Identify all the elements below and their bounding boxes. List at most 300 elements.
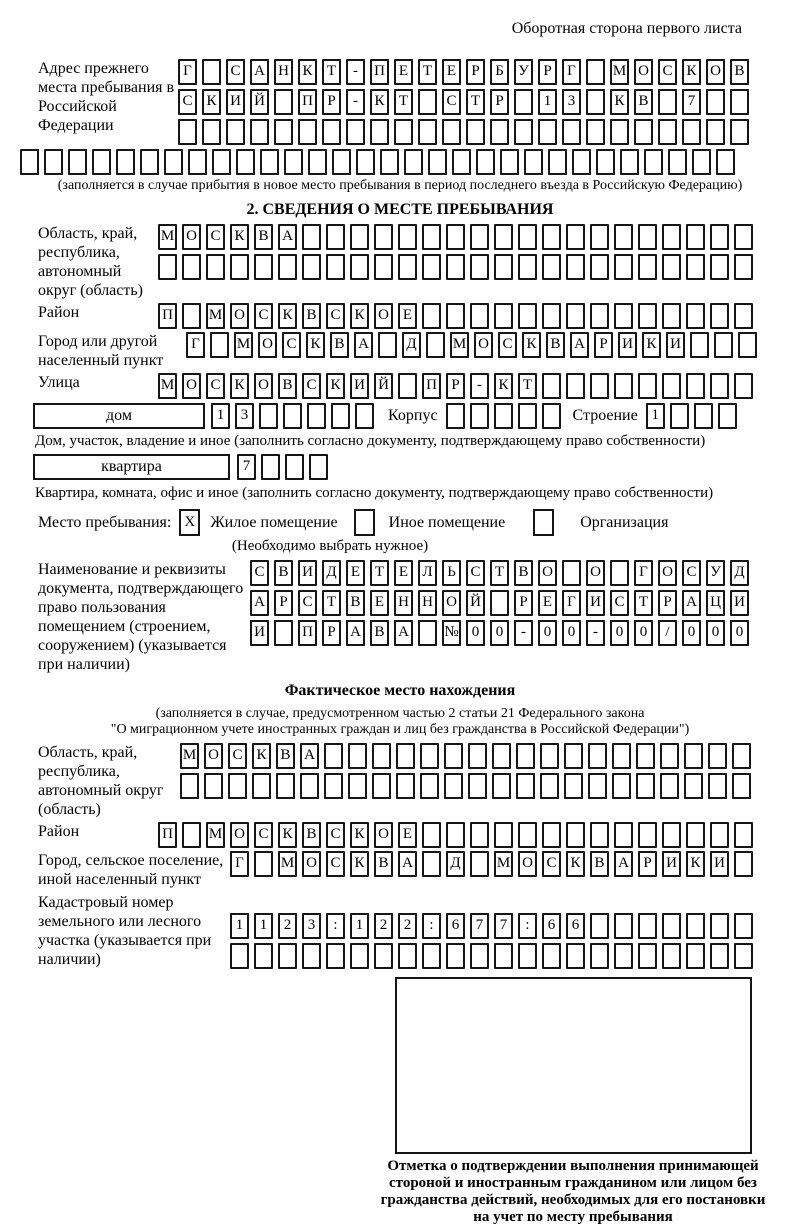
- s2-stay-label: Место пребывания:: [38, 514, 172, 531]
- char-cell: [468, 743, 487, 769]
- char-cell: [586, 119, 605, 145]
- char-cell: №: [442, 620, 461, 646]
- char-cell: 1: [230, 913, 249, 939]
- char-cell: [468, 773, 487, 799]
- char-cell: [620, 149, 639, 175]
- char-cell: С: [206, 373, 225, 399]
- char-cell: М: [158, 224, 177, 250]
- al-region-label: Область, край, республика, автономный округ (область): [38, 744, 164, 818]
- actual-location-note-2: "О миграционном учете иностранных граждан и лиц без гражданства в Российской Федерации"): [110, 722, 690, 737]
- char-cell: [610, 560, 629, 586]
- char-cell: [710, 254, 729, 280]
- char-cell: К: [350, 303, 369, 329]
- char-cell: С: [326, 822, 345, 848]
- char-cell: [572, 149, 591, 175]
- char-cell: У: [706, 560, 725, 586]
- char-cell: [548, 149, 567, 175]
- s2-document-row-3: [250, 620, 749, 646]
- char-cell: Р: [322, 89, 341, 115]
- char-cell: 1: [646, 403, 665, 429]
- char-cell: -: [470, 373, 489, 399]
- char-cell: М: [494, 851, 513, 877]
- char-cell: [540, 773, 559, 799]
- stay-option-organization-checkbox: [533, 509, 554, 536]
- char-cell: [444, 743, 463, 769]
- char-cell: [638, 913, 657, 939]
- char-cell: [692, 149, 711, 175]
- char-cell: 0: [682, 620, 701, 646]
- char-cell: У: [514, 59, 533, 85]
- char-cell: [566, 822, 585, 848]
- char-cell: В: [370, 620, 389, 646]
- char-cell: Т: [634, 590, 653, 616]
- char-cell: [706, 89, 725, 115]
- char-cell: [708, 773, 727, 799]
- char-cell: [586, 59, 605, 85]
- char-cell: [370, 119, 389, 145]
- char-cell: А: [394, 620, 413, 646]
- char-cell: О: [258, 332, 277, 358]
- char-cell: С: [250, 560, 269, 586]
- char-cell: [590, 943, 609, 969]
- char-cell: О: [254, 373, 273, 399]
- char-cell: [590, 822, 609, 848]
- char-cell: [662, 822, 681, 848]
- char-cell: [710, 943, 729, 969]
- char-cell: Н: [418, 590, 437, 616]
- char-cell: [476, 149, 495, 175]
- char-cell: [734, 822, 753, 848]
- char-cell: К: [298, 59, 317, 85]
- char-cell: [202, 119, 221, 145]
- char-cell: [470, 851, 489, 877]
- char-cell: О: [706, 59, 725, 85]
- char-cell: 3: [302, 913, 321, 939]
- char-cell: К: [370, 89, 389, 115]
- char-cell: [662, 224, 681, 250]
- char-cell: [92, 149, 111, 175]
- char-cell: 2: [278, 913, 297, 939]
- char-cell: [734, 303, 753, 329]
- char-cell: [492, 743, 511, 769]
- char-cell: М: [206, 303, 225, 329]
- char-cell: Т: [490, 560, 509, 586]
- char-cell: [422, 822, 441, 848]
- char-cell: [670, 403, 689, 429]
- char-cell: Е: [370, 590, 389, 616]
- char-cell: [588, 743, 607, 769]
- char-cell: [518, 254, 537, 280]
- char-cell: Р: [538, 59, 557, 85]
- char-cell: [514, 89, 533, 115]
- char-cell: [374, 943, 393, 969]
- stay-option-residential-checkbox: X: [179, 509, 200, 536]
- char-cell: [188, 149, 207, 175]
- char-cell: [662, 373, 681, 399]
- char-cell: И: [298, 560, 317, 586]
- char-cell: [252, 773, 271, 799]
- char-cell: Н: [274, 59, 293, 85]
- char-cell: О: [204, 743, 223, 769]
- char-cell: Л: [418, 560, 437, 586]
- char-cell: В: [276, 743, 295, 769]
- char-cell: Д: [322, 560, 341, 586]
- char-cell: [738, 332, 757, 358]
- char-cell: [610, 119, 629, 145]
- char-cell: [716, 149, 735, 175]
- char-cell: [732, 743, 751, 769]
- char-cell: В: [590, 851, 609, 877]
- char-cell: [398, 254, 417, 280]
- char-cell: [710, 913, 729, 939]
- char-cell: С: [178, 89, 197, 115]
- char-cell: О: [586, 560, 605, 586]
- s2-stroenie-label: Строение: [572, 407, 638, 424]
- char-cell: Р: [490, 89, 509, 115]
- char-cell: К: [522, 332, 541, 358]
- char-cell: [542, 303, 561, 329]
- char-cell: К: [278, 303, 297, 329]
- char-cell: [140, 149, 159, 175]
- char-cell: [348, 743, 367, 769]
- char-cell: 1: [254, 913, 273, 939]
- char-cell: И: [586, 590, 605, 616]
- char-cell: В: [346, 590, 365, 616]
- char-cell: [470, 224, 489, 250]
- char-cell: [636, 743, 655, 769]
- char-cell: [662, 943, 681, 969]
- char-cell: [660, 743, 679, 769]
- char-cell: С: [442, 89, 461, 115]
- al-cadastre-block: [38, 893, 770, 969]
- char-cell: [422, 943, 441, 969]
- char-cell: О: [302, 851, 321, 877]
- s2-city-block: [38, 332, 770, 370]
- char-cell: [374, 254, 393, 280]
- char-cell: 1: [350, 913, 369, 939]
- char-cell: [658, 119, 677, 145]
- char-cell: Т: [370, 560, 389, 586]
- char-cell: [350, 224, 369, 250]
- char-cell: [514, 119, 533, 145]
- char-cell: /: [658, 620, 677, 646]
- char-cell: П: [298, 620, 317, 646]
- s2-street-row: [158, 373, 753, 399]
- char-cell: [418, 119, 437, 145]
- char-cell: [686, 373, 705, 399]
- char-cell: [518, 943, 537, 969]
- char-cell: [442, 119, 461, 145]
- char-cell: [164, 149, 183, 175]
- char-cell: [274, 119, 293, 145]
- char-cell: [590, 254, 609, 280]
- char-cell: [228, 773, 247, 799]
- char-cell: [372, 743, 391, 769]
- char-cell: [706, 119, 725, 145]
- char-cell: Е: [398, 303, 417, 329]
- char-cell: [254, 254, 273, 280]
- char-cell: [466, 119, 485, 145]
- char-cell: [590, 913, 609, 939]
- char-cell: [324, 743, 343, 769]
- char-cell: [210, 332, 229, 358]
- char-cell: [710, 303, 729, 329]
- char-cell: [732, 773, 751, 799]
- char-cell: [420, 773, 439, 799]
- char-cell: [261, 454, 280, 480]
- char-cell: К: [202, 89, 221, 115]
- s2-district-row: [158, 303, 753, 329]
- char-cell: Р: [466, 59, 485, 85]
- char-cell: [422, 851, 441, 877]
- char-cell: 0: [538, 620, 557, 646]
- char-cell: Р: [274, 590, 293, 616]
- char-cell: Ц: [706, 590, 725, 616]
- al-district-row: [158, 822, 753, 848]
- al-cadastre-row-2: [230, 943, 753, 969]
- char-cell: [516, 743, 535, 769]
- s2-region-row-1: [158, 224, 753, 250]
- char-cell: К: [278, 822, 297, 848]
- char-cell: [230, 943, 249, 969]
- s2-region-label: Область, край, республика, автономный округ (область): [38, 225, 143, 299]
- char-cell: Т: [418, 59, 437, 85]
- char-cell: Р: [658, 590, 677, 616]
- char-cell: [682, 119, 701, 145]
- char-cell: [322, 119, 341, 145]
- char-cell: [524, 149, 543, 175]
- char-cell: С: [610, 590, 629, 616]
- char-cell: [494, 254, 513, 280]
- char-cell: Г: [634, 560, 653, 586]
- char-cell: И: [226, 89, 245, 115]
- char-cell: М: [450, 332, 469, 358]
- char-cell: [614, 303, 633, 329]
- char-cell: [658, 89, 677, 115]
- char-cell: 2: [398, 913, 417, 939]
- char-cell: О: [374, 303, 393, 329]
- char-cell: [44, 149, 63, 175]
- char-cell: О: [474, 332, 493, 358]
- char-cell: Д: [402, 332, 421, 358]
- char-cell: 0: [610, 620, 629, 646]
- char-cell: А: [682, 590, 701, 616]
- char-cell: Т: [322, 590, 341, 616]
- char-cell: С: [282, 332, 301, 358]
- char-cell: Е: [442, 59, 461, 85]
- s2-korpus-label: Корпус: [388, 407, 438, 424]
- char-cell: [302, 254, 321, 280]
- confirmation-stamp-box: [395, 977, 752, 1154]
- char-cell: С: [682, 560, 701, 586]
- char-cell: А: [346, 620, 365, 646]
- char-cell: М: [278, 851, 297, 877]
- char-cell: [538, 119, 557, 145]
- al-region-block: [38, 743, 770, 819]
- char-cell: 0: [466, 620, 485, 646]
- char-cell: [708, 743, 727, 769]
- char-cell: [372, 773, 391, 799]
- char-cell: [614, 943, 633, 969]
- char-cell: [259, 403, 278, 429]
- char-cell: :: [518, 913, 537, 939]
- char-cell: А: [278, 224, 297, 250]
- char-cell: К: [306, 332, 325, 358]
- char-cell: [422, 254, 441, 280]
- char-cell: П: [422, 373, 441, 399]
- char-cell: [418, 620, 437, 646]
- char-cell: [180, 773, 199, 799]
- char-cell: [68, 149, 87, 175]
- stay-option-other-label: Иное помещение: [388, 514, 506, 531]
- char-cell: [348, 773, 367, 799]
- char-cell: [446, 224, 465, 250]
- char-cell: [182, 254, 201, 280]
- char-cell: [350, 254, 369, 280]
- s2-korpus-row: [446, 403, 561, 429]
- char-cell: [542, 943, 561, 969]
- s2-region-rows: [158, 224, 753, 280]
- char-cell: [422, 303, 441, 329]
- char-cell: И: [730, 590, 749, 616]
- char-cell: [662, 303, 681, 329]
- char-cell: [662, 254, 681, 280]
- char-cell: [686, 913, 705, 939]
- char-cell: [638, 254, 657, 280]
- char-cell: Т: [518, 373, 537, 399]
- char-cell: [326, 224, 345, 250]
- char-cell: В: [330, 332, 349, 358]
- char-cell: И: [250, 620, 269, 646]
- prev-address-row-2: [178, 89, 749, 115]
- char-cell: [230, 254, 249, 280]
- char-cell: [331, 403, 350, 429]
- char-cell: Г: [562, 590, 581, 616]
- char-cell: Т: [466, 89, 485, 115]
- char-cell: [182, 822, 201, 848]
- prev-address-rows: [178, 59, 749, 145]
- char-cell: Е: [394, 59, 413, 85]
- s2-apartment-box-label: квартира: [33, 454, 230, 480]
- char-cell: [636, 773, 655, 799]
- char-cell: [428, 149, 447, 175]
- char-cell: [686, 254, 705, 280]
- char-cell: -: [346, 89, 365, 115]
- char-cell: [254, 851, 273, 877]
- char-cell: [494, 943, 513, 969]
- al-region-row-1: [180, 743, 751, 769]
- char-cell: [285, 454, 304, 480]
- char-cell: [686, 943, 705, 969]
- char-cell: -: [346, 59, 365, 85]
- prev-address-block: [38, 59, 770, 145]
- char-cell: А: [614, 851, 633, 877]
- char-cell: [660, 773, 679, 799]
- s2-house-box-label: дом: [33, 403, 205, 429]
- char-cell: [418, 89, 437, 115]
- char-cell: В: [546, 332, 565, 358]
- char-cell: [494, 224, 513, 250]
- char-cell: П: [158, 303, 177, 329]
- char-cell: К: [610, 89, 629, 115]
- char-cell: [302, 224, 321, 250]
- char-cell: [686, 224, 705, 250]
- char-cell: [178, 119, 197, 145]
- char-cell: П: [298, 89, 317, 115]
- char-cell: [204, 773, 223, 799]
- char-cell: Г: [562, 59, 581, 85]
- char-cell: [542, 224, 561, 250]
- char-cell: М: [610, 59, 629, 85]
- char-cell: 1: [538, 89, 557, 115]
- char-cell: 0: [490, 620, 509, 646]
- char-cell: С: [228, 743, 247, 769]
- char-cell: [564, 773, 583, 799]
- char-cell: [470, 254, 489, 280]
- char-cell: [398, 224, 417, 250]
- char-cell: [542, 254, 561, 280]
- char-cell: Е: [346, 560, 365, 586]
- prev-address-note: (заполняется в случае прибытия в новое место пребывания в период последнего въезда в Российскую Федерацию): [57, 178, 743, 193]
- char-cell: Б: [490, 59, 509, 85]
- char-cell: В: [514, 560, 533, 586]
- char-cell: Н: [394, 590, 413, 616]
- char-cell: [662, 913, 681, 939]
- char-cell: [332, 149, 351, 175]
- char-cell: [638, 943, 657, 969]
- char-cell: П: [158, 822, 177, 848]
- char-cell: Е: [538, 590, 557, 616]
- char-cell: [284, 149, 303, 175]
- char-cell: [326, 943, 345, 969]
- char-cell: Д: [730, 560, 749, 586]
- char-cell: [588, 773, 607, 799]
- char-cell: [634, 119, 653, 145]
- actual-location-title: Фактическое место нахождения: [284, 682, 516, 699]
- char-cell: К: [642, 332, 661, 358]
- char-cell: [396, 743, 415, 769]
- char-cell: [518, 403, 537, 429]
- char-cell: [20, 149, 39, 175]
- char-cell: А: [250, 590, 269, 616]
- char-cell: [614, 373, 633, 399]
- char-cell: Е: [394, 560, 413, 586]
- char-cell: [734, 254, 753, 280]
- char-cell: [298, 119, 317, 145]
- char-cell: 7: [682, 89, 701, 115]
- char-cell: [540, 743, 559, 769]
- al-cadastre-row-1: [230, 913, 753, 939]
- char-cell: [542, 822, 561, 848]
- char-cell: [586, 89, 605, 115]
- char-cell: К: [686, 851, 705, 877]
- char-cell: [684, 773, 703, 799]
- char-cell: [396, 773, 415, 799]
- char-cell: [542, 373, 561, 399]
- char-cell: М: [234, 332, 253, 358]
- char-cell: Г: [178, 59, 197, 85]
- char-cell: [734, 943, 753, 969]
- char-cell: [734, 851, 753, 877]
- char-cell: [300, 773, 319, 799]
- s2-region-block: [38, 224, 770, 300]
- char-cell: [260, 149, 279, 175]
- al-city-label: Город, сельское поселение, иной населенный пункт: [38, 852, 224, 888]
- char-cell: Р: [446, 373, 465, 399]
- char-cell: [614, 822, 633, 848]
- char-cell: [566, 303, 585, 329]
- section2-title: 2. СВЕДЕНИЯ О МЕСТЕ ПРЕБЫВАНИЯ: [246, 201, 554, 218]
